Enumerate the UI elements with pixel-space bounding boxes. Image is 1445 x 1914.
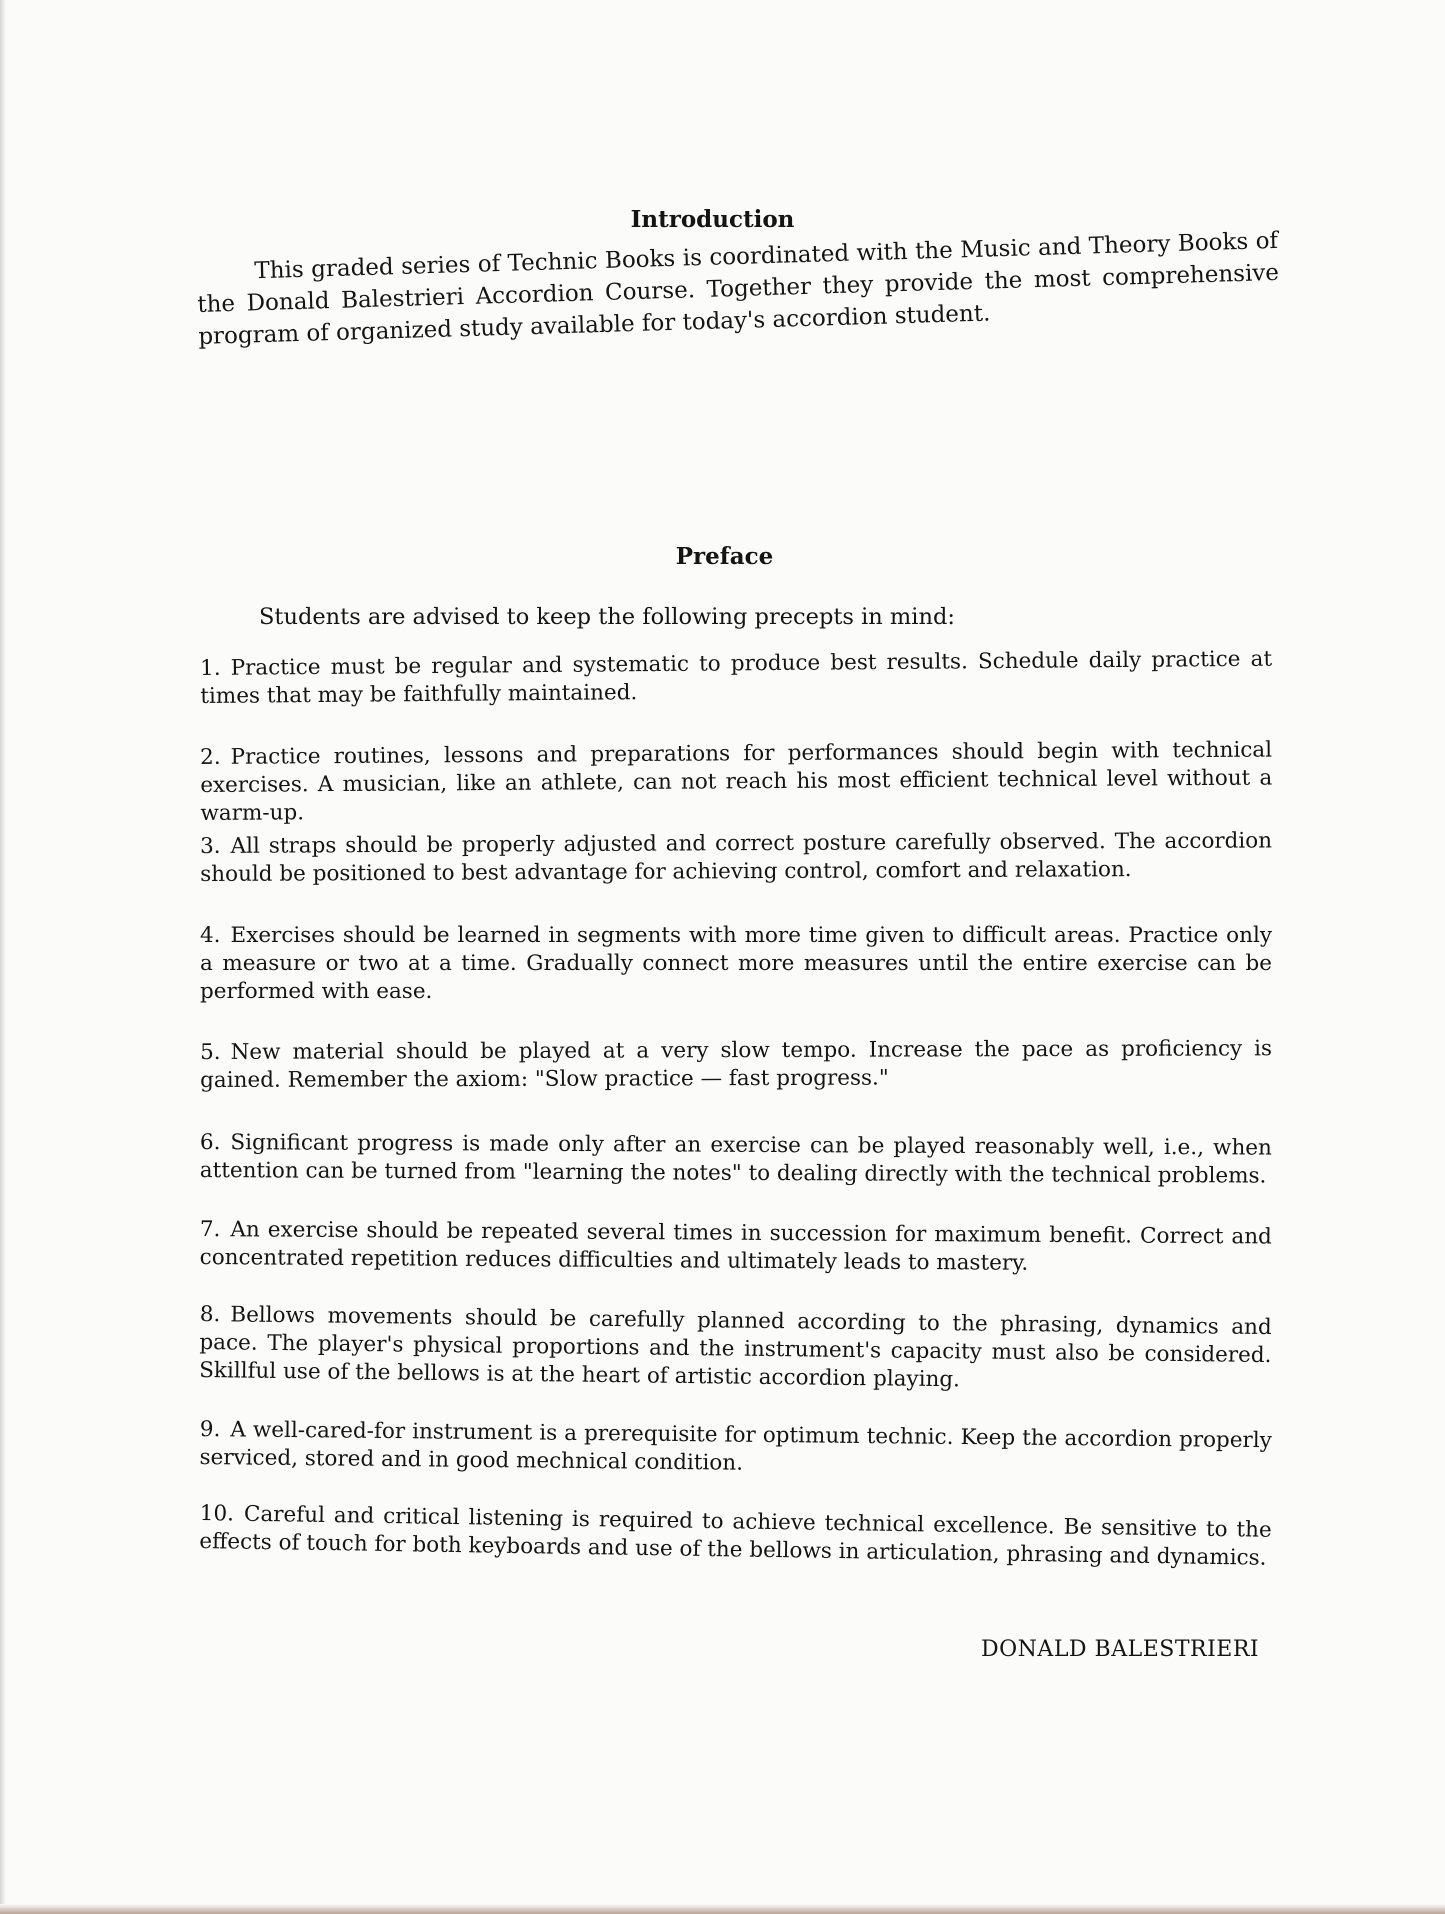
precept-item <box>200 737 1273 828</box>
precept-number: 6. <box>199 1130 221 1156</box>
author-signature: DONALD BALESTRIERI <box>981 1637 1260 1662</box>
precept-text: Practice must be regular and systematic to produce best results. Schedule daily practice at times that may be faithfully maintained. <box>200 646 1273 709</box>
preface-heading: Preface <box>675 543 774 570</box>
precept-number: 8. <box>199 1301 221 1328</box>
precept-text: New material should be played at a very slow tempo. Increase the pace as proficiency is gained. Remember the axiom: "Slow practice — fast progress." <box>200 1036 1273 1093</box>
precept-text: A well-cared-for instrument is a prerequisite for optimum technic. Keep the accordion properly serviced, stored and in good mechnical condition. <box>199 1417 1272 1476</box>
precept-item <box>200 1035 1272 1095</box>
precept-item <box>200 1129 1272 1191</box>
precept-text: Careful and critical listening is required to achieve technical excellence. Be sensitive to the effects of touch for both keyboards and use of the bellows in articulation, phrasing and dynamics. <box>199 1501 1272 1571</box>
precept-number: 7. <box>199 1217 221 1243</box>
precept-text: An exercise should be repeated several times in succession for maximum benefit. Correct and concentrated repetition reduces difficulties and ultimately leads to mastery. <box>199 1217 1272 1276</box>
precept-item <box>199 1416 1272 1483</box>
precept-number: 1. <box>200 655 221 681</box>
precept-item <box>200 1216 1272 1279</box>
precept-item <box>199 1301 1272 1398</box>
precept-number: 2. <box>200 744 221 770</box>
precept-number: 4. <box>200 923 221 948</box>
precept-text: Practice routines, lessons and preparations for performances should begin with technical exercises. A musician, like an athlete, can not reach his most efficient technical level without a warm-up. <box>200 737 1273 826</box>
precept-text: All straps should be properly adjusted and correct posture carefully observed. The accordion should be positioned to best advantage for achieving control, comfort and relaxation. <box>200 828 1273 887</box>
preface-lead: Students are advised to keep the following precepts in mind: <box>259 604 955 630</box>
introduction-body: This graded series of Technic Books is coordinated with the Music and Theory Books of the Donald Balestrieri Accordion Course. Together they provide the most comprehensive program of organized study available for today's accordion student. <box>197 227 1280 350</box>
precept-item <box>200 827 1272 889</box>
introduction-heading: Introduction <box>630 206 795 233</box>
precept-item <box>199 1500 1272 1573</box>
precept-number: 5. <box>200 1039 221 1065</box>
precept-number: 3. <box>200 833 221 859</box>
page-bottom-edge <box>0 1904 1445 1914</box>
precept-text: Bellows movements should be carefully planned according to the phrasing, dynamics and pace. The player's physical proportions and the instrument's capacity must also be considered. Skillful use of the bellows is at the heart of artistic accordion playing. <box>198 1302 1272 1393</box>
precept-item <box>200 646 1272 711</box>
precept-number: 10. <box>199 1500 235 1527</box>
precept-text: Exercises should be learned in segments with more time given to difficult areas. Practice only a measure or two at a time. Gradually connect more measures until the entire exercise can be performed with ease. <box>200 923 1272 1004</box>
precept-text: Significant progress is made only after an exercise can be played reasonably well, i.e., when attention can be turned from "learning the notes" to dealing directly with the technical problems. <box>199 1130 1272 1189</box>
page-left-edge <box>0 0 6 1914</box>
precept-item <box>200 922 1272 1006</box>
precept-number: 9. <box>199 1417 221 1443</box>
